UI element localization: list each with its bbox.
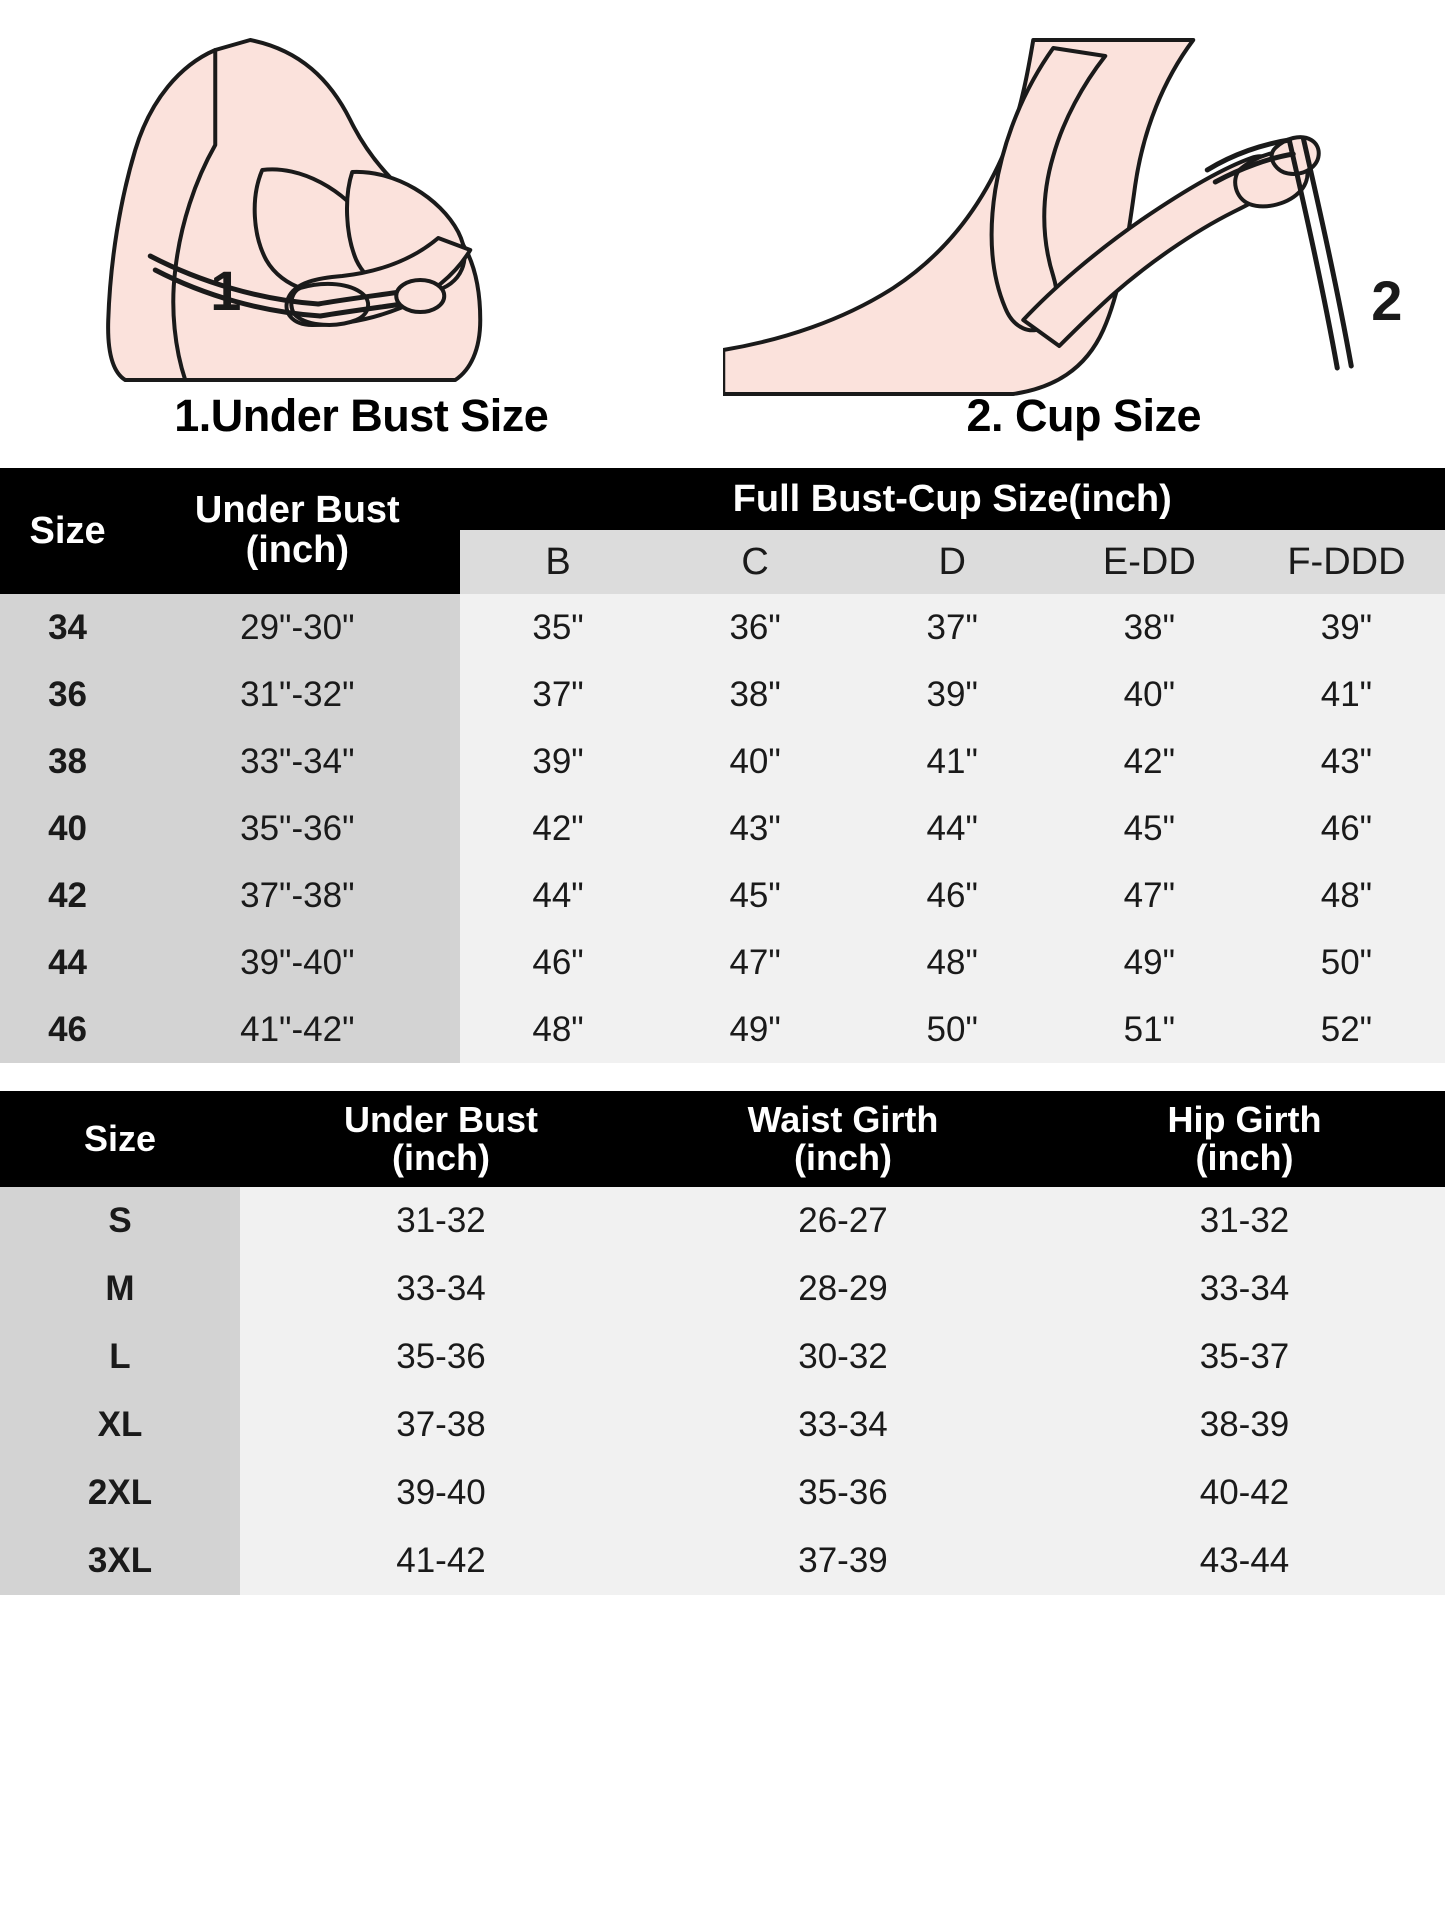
cell-cup-f-ddd: 48" [1248,862,1445,929]
cell-waist: 35-36 [642,1459,1044,1527]
table-header-row [0,468,1445,530]
table-row [0,1459,1445,1527]
header-under-bust-line2: (inch) [392,1137,490,1178]
cell-size: 46 [0,996,135,1063]
cell-cup-c: 47" [657,929,854,996]
cell-size: 38 [0,728,135,795]
step-number-1: 1 [210,259,242,322]
cell-cup-d: 48" [854,929,1051,996]
cell-waist: 30-32 [642,1323,1044,1391]
cell-cup-c: 36" [657,594,854,661]
cell-size: 40 [0,795,135,862]
table-row [0,728,1445,795]
header-hip-girth [1044,1091,1445,1187]
header-full-bust-group: Full Bust-Cup Size(inch) [460,468,1445,530]
cell-cup-e-dd: 40" [1051,661,1248,728]
caption-cup-size: 2. Cup Size [966,390,1202,441]
cell-cup-d: 44" [854,795,1051,862]
cell-size: 2XL [0,1459,240,1527]
header-waist-line2: (inch) [794,1137,892,1178]
header-waist-girth [642,1091,1044,1187]
cell-under-bust: 33"-34" [135,728,459,795]
table-row [0,1323,1445,1391]
cell-cup-c: 45" [657,862,854,929]
illustration-row [0,0,1445,460]
cell-cup-f-ddd: 43" [1248,728,1445,795]
illustration-under-bust [0,0,723,460]
cell-cup-d: 37" [854,594,1051,661]
table-row [0,795,1445,862]
cell-hip: 43-44 [1044,1527,1445,1595]
header-hip-line1: Hip Girth [1167,1099,1322,1141]
step-number-2: 2 [1370,269,1402,332]
cell-hip: 38-39 [1044,1391,1445,1459]
cell-cup-d: 50" [854,996,1051,1063]
header-cup-f-ddd: F-DDD [1248,530,1445,594]
cell-under-bust: 37"-38" [135,862,459,929]
cell-under-bust: 35-36 [240,1323,642,1391]
header-cup-d: D [854,530,1051,594]
cell-waist: 28-29 [642,1255,1044,1323]
cell-size: 3XL [0,1527,240,1595]
cell-cup-b: 44" [460,862,657,929]
table-row [0,1527,1445,1595]
table-row [0,594,1445,661]
cell-waist: 33-34 [642,1391,1044,1459]
table-row [0,929,1445,996]
cell-under-bust: 41"-42" [135,996,459,1063]
table-row [0,1187,1445,1255]
cell-cup-f-ddd: 46" [1248,795,1445,862]
cell-under-bust: 35"-36" [135,795,459,862]
cell-cup-b: 35" [460,594,657,661]
table-row [0,1391,1445,1459]
cell-hip: 35-37 [1044,1323,1445,1391]
cell-cup-d: 41" [854,728,1051,795]
table-header-row [0,1091,1445,1187]
cell-under-bust: 39"-40" [135,929,459,996]
header-under-bust [135,468,459,594]
header-under-bust [240,1091,642,1187]
cell-under-bust: 33-34 [240,1255,642,1323]
cell-under-bust: 29"-30" [135,594,459,661]
cell-cup-e-dd: 38" [1051,594,1248,661]
cell-hip: 31-32 [1044,1187,1445,1255]
illustration-cup-size [723,0,1445,460]
table-row [0,661,1445,728]
cell-under-bust: 31"-32" [135,661,459,728]
header-under-bust-line1: Under Bust [194,489,400,532]
cell-cup-e-dd: 47" [1051,862,1248,929]
cell-size: 44 [0,929,135,996]
cell-size: 34 [0,594,135,661]
cell-cup-c: 43" [657,795,854,862]
header-size: Size [0,468,135,594]
cell-cup-b: 39" [460,728,657,795]
cell-size: L [0,1323,240,1391]
header-under-bust-line2: (inch) [245,529,350,571]
cell-under-bust: 39-40 [240,1459,642,1527]
cell-cup-b: 42" [460,795,657,862]
body-measurement-table [0,1091,1445,1595]
cell-size: S [0,1187,240,1255]
cell-hip: 40-42 [1044,1459,1445,1527]
header-under-bust-line1: Under Bust [343,1099,538,1141]
cell-cup-c: 40" [657,728,854,795]
header-cup-b: B [460,530,657,594]
header-size: Size [0,1091,240,1187]
cell-cup-e-dd: 49" [1051,929,1248,996]
cell-size: 42 [0,862,135,929]
cell-cup-c: 49" [657,996,854,1063]
cell-cup-b: 46" [460,929,657,996]
header-cup-e-dd: E-DD [1051,530,1248,594]
caption-under-bust: 1.Under Bust Size [174,390,549,441]
cell-cup-f-ddd: 39" [1248,594,1445,661]
cell-under-bust: 31-32 [240,1187,642,1255]
table-row [0,996,1445,1063]
cell-size: 36 [0,661,135,728]
cell-size: M [0,1255,240,1323]
cell-size: XL [0,1391,240,1459]
header-hip-line2: (inch) [1195,1137,1294,1178]
cell-cup-f-ddd: 50" [1248,929,1445,996]
cell-under-bust: 37-38 [240,1391,642,1459]
cell-cup-e-dd: 42" [1051,728,1248,795]
cell-cup-e-dd: 51" [1051,996,1248,1063]
cell-cup-b: 48" [460,996,657,1063]
table-row [0,1255,1445,1323]
table-row [0,862,1445,929]
cell-hip: 33-34 [1044,1255,1445,1323]
cell-cup-d: 39" [854,661,1051,728]
cell-cup-f-ddd: 41" [1248,661,1445,728]
cell-cup-f-ddd: 52" [1248,996,1445,1063]
cell-cup-b: 37" [460,661,657,728]
cell-under-bust: 41-42 [240,1527,642,1595]
header-waist-line1: Waist Girth [747,1099,939,1141]
cell-waist: 37-39 [642,1527,1044,1595]
bust-cup-size-table [0,468,1445,1063]
cell-cup-e-dd: 45" [1051,795,1248,862]
cell-waist: 26-27 [642,1187,1044,1255]
cell-cup-d: 46" [854,862,1051,929]
header-cup-c: C [657,530,854,594]
cell-cup-c: 38" [657,661,854,728]
